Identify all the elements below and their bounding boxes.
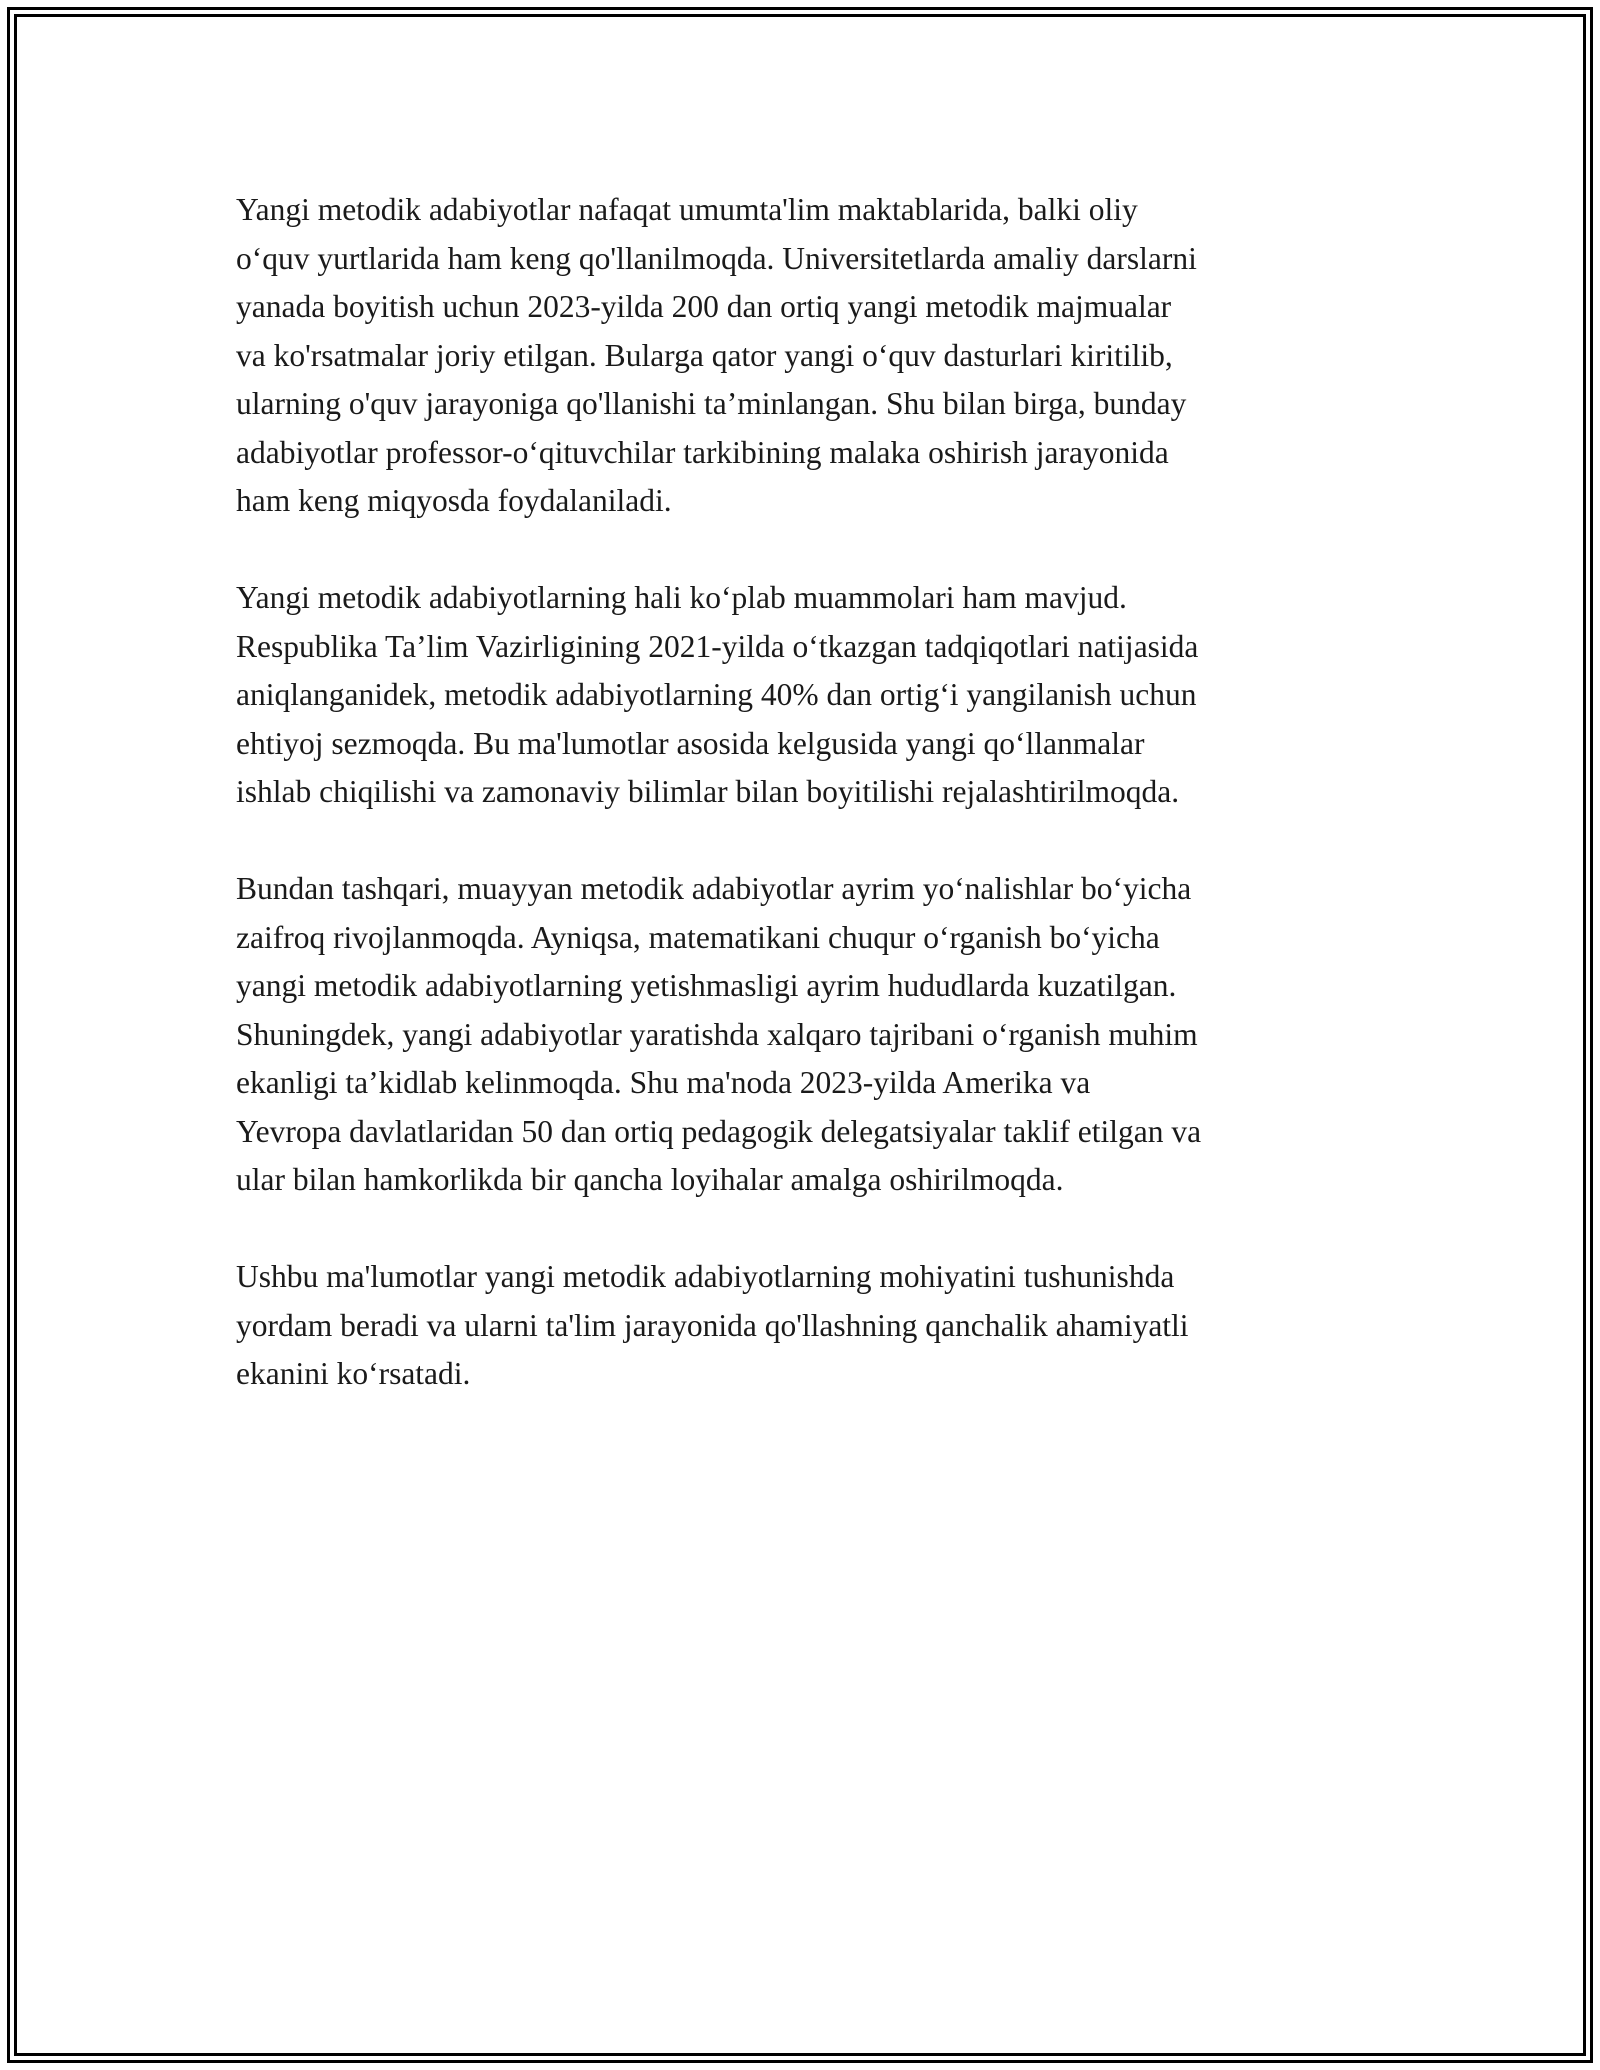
text-line: adabiyotlar professor-o‘qituvchilar tarkibining malaka oshirish jarayonida: [236, 434, 1169, 470]
text-line: o‘quv yurtlarida ham keng qo'llanilmoqda. Universitetlarda amaliy darslarni: [236, 240, 1197, 276]
text-line: zaifroq rivojlanmoqda. Ayniqsa, matematikani chuqur o‘rganish bo‘yicha: [236, 919, 1160, 955]
text-line: yangi metodik adabiyotlarning yetishmasligi ayrim hududlarda kuzatilgan.: [236, 968, 1177, 1003]
text-line: Ushbu ma'lumotlar yangi metodik adabiyotlarning mohiyatini tushunishda: [236, 1259, 1175, 1294]
text-line: ekanini ko‘rsatadi.: [236, 1356, 471, 1391]
text-line: Yangi metodik adabiyotlar nafaqat umumta'lim maktablarida, balki oliy: [236, 192, 1138, 227]
document-body: [236, 186, 1396, 1447]
text-line: Yangi metodik adabiyotlarning hali ko‘plab muammolari ham mavjud.: [236, 580, 1127, 615]
paragraph-4: [236, 1253, 1396, 1399]
paragraph-1: [236, 186, 1396, 526]
text-line: Shuningdek, yangi adabiyotlar yaratishda xalqaro tajribani o‘rganish muhim: [236, 1016, 1198, 1052]
text-line: ekanligi ta’kidlab kelinmoqda. Shu ma'noda 2023-yilda Amerika va: [236, 1065, 1091, 1100]
text-line: ularning o'quv jarayoniga qo'llanishi ta’minlangan. Shu bilan birga, bunday: [236, 386, 1187, 421]
text-line: Respublika Ta’lim Vazirligining 2021-yilda o‘tkazgan tadqiqotlari natijasida: [236, 628, 1199, 664]
text-line: ham keng miqyosda foydalaniladi.: [236, 483, 672, 518]
paragraph-3: [236, 865, 1396, 1205]
text-line: Bundan tashqari, muayyan metodik adabiyotlar ayrim yo‘nalishlar bo‘yicha: [236, 871, 1192, 906]
text-line: ishlab chiqilishi va zamonaviy bilimlar bilan boyitilishi rejalashtirilmoqda.: [236, 774, 1180, 809]
text-line: aniqlanganidek, metodik adabiyotlarning 40% dan ortig‘i yangilanish uchun: [236, 677, 1197, 712]
text-line: va ko'rsatmalar joriy etilgan. Bularga qator yangi o‘quv dasturlari kiritilib,: [236, 337, 1173, 373]
text-line: Yevropa davlatlaridan 50 dan ortiq pedagogik delegatsiyalar taklif etilgan va: [236, 1113, 1202, 1149]
text-line: yanada boyitish uchun 2023-yilda 200 dan ortiq yangi metodik majmualar: [236, 289, 1172, 324]
text-line: yordam beradi va ularni ta'lim jarayonida qo'llashning qanchalik ahamiyatli: [236, 1307, 1189, 1343]
text-line: ehtiyoj sezmoqda. Bu ma'lumotlar asosida kelgusida yangi qo‘llanmalar: [236, 725, 1145, 761]
text-line: ular bilan hamkorlikda bir qancha loyihalar amalga oshirilmoqda.: [236, 1162, 1064, 1197]
paragraph-2: [236, 574, 1396, 817]
